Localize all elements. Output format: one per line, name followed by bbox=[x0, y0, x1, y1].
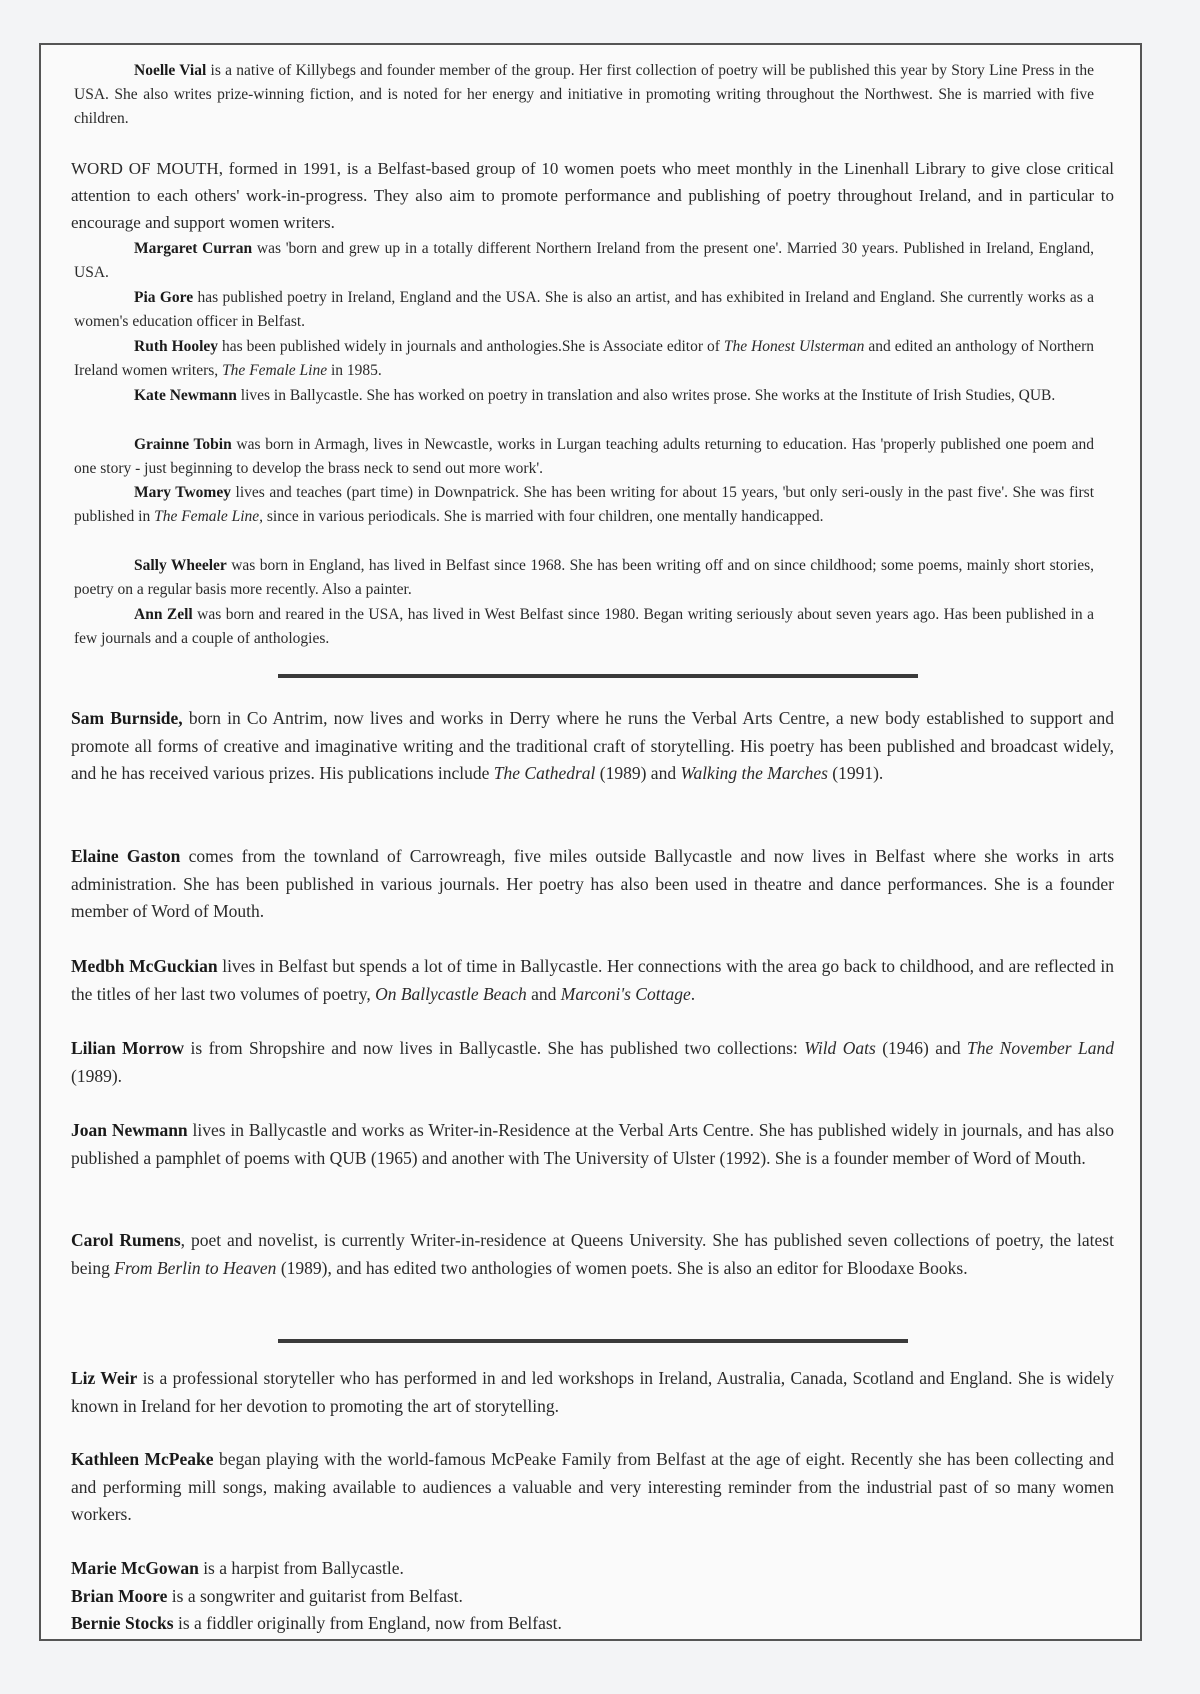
bio-liz-weir: Liz Weir is a professional storyteller who has performed in and led workshops in Ireland, Australia, Canada, Scotland and England. She is widely known in Ireland for her devotion to promoting the art of storytelling. bbox=[71, 1368, 1115, 1416]
bio-grainne-tobin: Grainne Tobin was born in Armagh, lives in Newcastle, works in Lurgan teaching adults returning to education. Has 'properly published one poem and one story - just beginning to develop the brass neck to send out more work'. bbox=[74, 436, 1095, 477]
bio-noelle-vial: Noelle Vial is a native of Killybegs and founder member of the group. Her first collection of poetry will be published this year by Story Line Press in the USA. She also writes prize-winning fiction, and is noted for her energy and initiative in promoting writing throughout the Northwest. She is married with five children. bbox=[74, 62, 1094, 127]
bio-carol-rumens: Carol Rumens, poet and novelist, is currently Writer-in-residence at Queens University. She has published seven collections of poetry, the latest being From Berlin to Heaven (1989), and has edited two anthologies of women poets. She is also an editor for Bloodaxe Books. bbox=[71, 1230, 1114, 1278]
bio-sally-wheeler: Sally Wheeler was born in England, has lived in Belfast since 1968. She has been writing off and on since childhood; some poems, mainly short stories, poetry on a regular basis more recently. Also a painter. bbox=[74, 557, 1094, 598]
bio-bernie-stocks: Bernie Stocks is a fiddler originally from England, now from Belfast. bbox=[71, 1613, 562, 1633]
musician-list bbox=[71, 1555, 1114, 1638]
bio-kathleen-mcpeake: Kathleen McPeake began playing with the world-famous McPeake Family from Belfast at the age of eight. Recently she has been collecting and and performing mill songs, making available to audiences a valuable and very interesting reminder from the industrial past of so many women workers. bbox=[71, 1449, 1115, 1524]
bio-mary-twomey: Mary Twomey lives and teaches (part time) in Downpatrick. She has been writing for about 15 years, 'but only seri-ously in the past five'. She was first published in The Female Line, since in various periodicals. She is married with four children, one mentally handicapped. bbox=[74, 484, 1094, 525]
bio-margaret-curran: Margaret Curran was 'born and grew up in a totally different Northern Ireland from the present one'. Married 30 years. Published in Ireland, England, USA. bbox=[74, 240, 1095, 281]
bio-pia-gore: Pia Gore has published poetry in Ireland, England and the USA. She is also an artist, and has exhibited in Ireland and England. She currently works as a women's education officer in Belfast. bbox=[74, 289, 1094, 330]
bio-lilian-morrow: Lilian Morrow is from Shropshire and now lives in Ballycastle. She has published two collections: Wild Oats (1946) and The November Land (1989). bbox=[71, 1038, 1114, 1086]
page-frame bbox=[39, 43, 1142, 1641]
bio-elaine-gaston: Elaine Gaston comes from the townland of Carrowreagh, five miles outside Ballycastle and now lives in Belfast where she works in arts administration. She has been published in various journals. Her poetry has also been used in theatre and dance performances. She is a founder member of Word of Mouth. bbox=[71, 846, 1114, 921]
bio-kate-newmann: Kate Newmann lives in Ballycastle. She has worked on poetry in translation and also writes prose. She works at the Institute of Irish Studies, QUB. bbox=[134, 387, 1056, 404]
bio-medbh-mcguckian: Medbh McGuckian lives in Belfast but spends a lot of time in Ballycastle. Her connections with the area go back to childhood, and are reflected in the titles of her last two volumes of poetry, On Ballycastle Beach and Marconi's Cottage. bbox=[71, 956, 1114, 1004]
group-intro: WORD OF MOUTH, formed in 1991, is a Belfast-based group of 10 women poets who meet monthly in the Linenhall Library to give close critical attention to each others' work-in-progress. They also aim to promote performance and publishing of poetry throughout Ireland, and in particular to encourage and support women writers. bbox=[71, 159, 1114, 232]
section-divider bbox=[278, 1339, 908, 1343]
bio-sam-burnside: Sam Burnside, born in Co Antrim, now lives and works in Derry where he runs the Verbal Arts Centre, a new body established to support and promote all forms of creative and imaginative writing and the traditional craft of storytelling. His poetry has been published and broadcast widely, and he has received various prizes. His publications include The Cathedral (1989) and Walking the Marches (1991). bbox=[71, 708, 1114, 783]
bio-brian-moore: Brian Moore is a songwriter and guitarist from Belfast. bbox=[71, 1585, 463, 1606]
bio-joan-newmann: Joan Newmann lives in Ballycastle and works as Writer-in-Residence at the Verbal Arts Centre. She has published widely in journals, and has also published a pamphlet of poems with QUB (1965) and another with The University of Ulster (1992). She is a founder member of Word of Mouth. bbox=[71, 1120, 1114, 1168]
bio-marie-mcgowan: Marie McGowan is a harpist from Ballycastle. bbox=[71, 1558, 404, 1578]
section-divider bbox=[278, 674, 918, 678]
bio-ann-zell: Ann Zell was born and reared in the USA, has lived in West Belfast since 1980. Began writing seriously about seven years ago. Has been published in a few journals and a couple of anthologies. bbox=[74, 606, 1095, 647]
bio-ruth-hooley: Ruth Hooley has been published widely in journals and anthologies.She is Associate editor of The Honest Ulsterman and edited an anthology of Northern Ireland women writers, The Female Line in 1985. bbox=[74, 338, 1094, 379]
